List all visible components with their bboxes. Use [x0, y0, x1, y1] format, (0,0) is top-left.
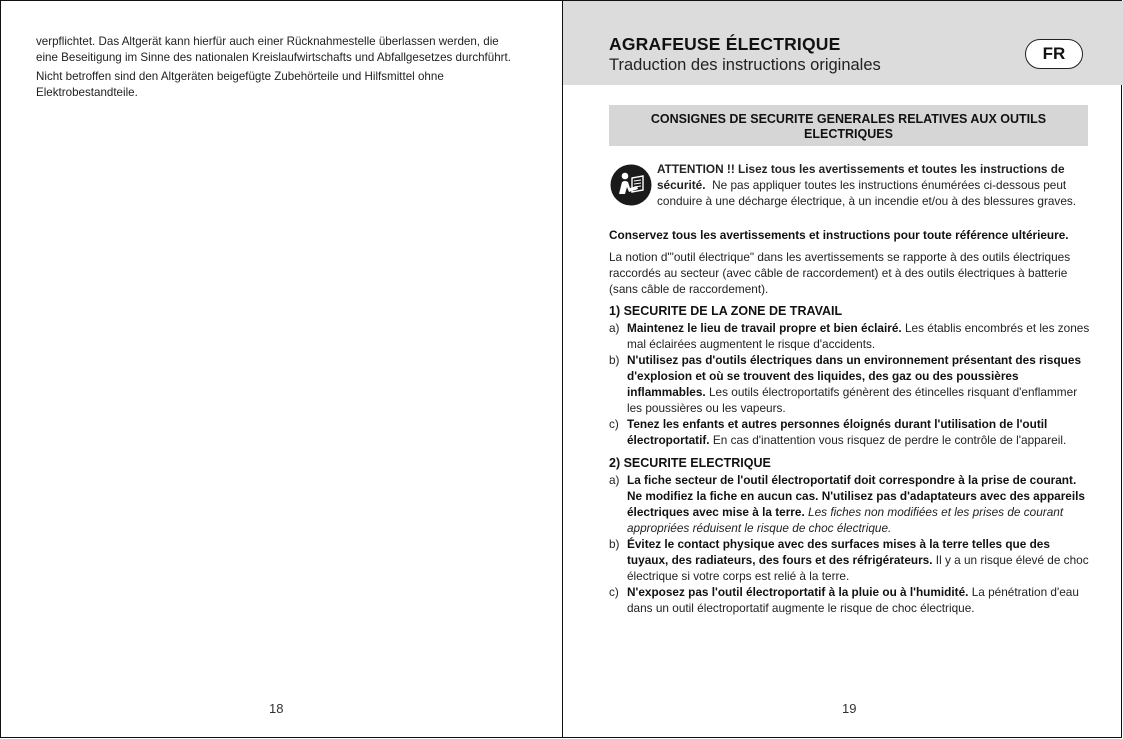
item-letter: a) — [609, 321, 620, 335]
left-page — [1, 1, 563, 737]
item-text: En cas d'inattention vous risquez de perdre le contrôle de l'appareil. — [709, 433, 1067, 447]
item-letter: a) — [609, 473, 620, 487]
item-letter: b) — [609, 353, 620, 367]
item-bold: Tenez les enfants et autres personnes éloignés durant l'utilisation de l'outil électroportatif. — [627, 417, 1048, 447]
keep-instructions: Conservez tous les avertissements et instructions pour toute référence ultérieure. — [609, 228, 1069, 242]
item-letter: b) — [609, 537, 620, 551]
instructions-body — [609, 227, 1090, 616]
warning-bold: ATTENTION !! Lisez tous les avertissements et toutes les instructions de sécurité. — [657, 162, 1065, 192]
page-number-left: 18 — [269, 701, 284, 716]
page-number-right: 19 — [842, 701, 857, 716]
list-item — [609, 536, 1090, 584]
right-page — [563, 1, 1123, 737]
warning-text: Ne pas appliquer toutes les instructions énumérées ci-dessous peut conduire à une décharge électrique, à un incendie et/ou à des blessures graves. — [657, 178, 1077, 208]
list-item — [609, 584, 1090, 616]
read-manual-icon — [610, 164, 652, 206]
list-item — [609, 416, 1090, 448]
item-bold: N'utilisez pas d'outils électriques dans un environnement présentant des risques d'explosion et où se trouvent des liquides, des gaz ou des poussières inflammables. — [627, 353, 1082, 399]
item-bold: La fiche secteur de l'outil électroportatif doit correspondre à la prise de courant. Ne modifiez la fiche en aucun cas. N'utilisez pas d'adaptateurs avec des appareils électriques avec mise à la terre. — [627, 473, 1085, 519]
document-title: AGRAFEUSE ÉLECTRIQUE — [609, 34, 841, 54]
left-paragraph: verpflichtet. Das Altgerät kann hierfür auch einer Rücknahmestelle überlassen werden, die eine Beseitigung im Sinne des nationalen Kreislaufwirtschafts und Abfallgesetzes durchführt. — [36, 35, 511, 64]
item-text: Les établis encombrés et les zones mal éclairées augmentent le risque d'accidents. — [627, 321, 1090, 351]
section-heading-1: 1) SECURITE DE LA ZONE DE TRAVAIL — [609, 304, 843, 318]
language-badge: FR — [1025, 39, 1083, 69]
item-bold: N'exposez pas l'outil électroportatif à la pluie ou à l'humidité. — [627, 585, 969, 599]
item-letter: c) — [609, 585, 619, 599]
left-paragraph: Nicht betroffen sind den Altgeräten beigefügte Zubehörteile und Hilfsmittel ohne Elektrobestandteile. — [36, 70, 444, 99]
item-letter: c) — [609, 417, 619, 431]
intro-paragraph: La notion d'"outil électrique" dans les avertissements se rapporte à des outils électriques raccordés au secteur (avec câble de raccordement) et à des outils électriques à batterie (sans câble de raccordement). — [609, 250, 1071, 296]
list-item — [609, 320, 1090, 352]
item-bold: Maintenez le lieu de travail propre et bien éclairé. — [627, 321, 902, 335]
item-text: Il y a un risque élevé de choc électrique si votre corps est relié à la terre. — [627, 553, 1089, 583]
item-bold: Évitez le contact physique avec des surfaces mises à la terre telles que des tuyaux, des radiateurs, des fours et des réfrigérateurs. — [627, 537, 1050, 567]
section-heading-2: 2) SECURITE ELECTRIQUE — [609, 456, 771, 470]
section-title: CONSIGNES DE SECURITE GENERALES RELATIVES AUX OUTILS ELECTRIQUES — [609, 105, 1088, 146]
warning-block — [657, 161, 1077, 209]
list-item — [609, 352, 1090, 416]
left-page-text — [36, 34, 511, 104]
item-text: La pénétration d'eau dans un outil électroportatif augmente le risque de choc électrique. — [627, 585, 1079, 615]
item-italic: Les fiches non modifiées et les prises de courant appropriées réduisent le risque de choc électrique. — [627, 505, 1064, 535]
list-item — [609, 472, 1090, 536]
document-subtitle: Traduction des instructions originales — [609, 56, 881, 74]
item-text: Les outils électroportatifs génèrent des étincelles risquant d'enflammer les poussières ou les vapeurs. — [627, 385, 1078, 415]
